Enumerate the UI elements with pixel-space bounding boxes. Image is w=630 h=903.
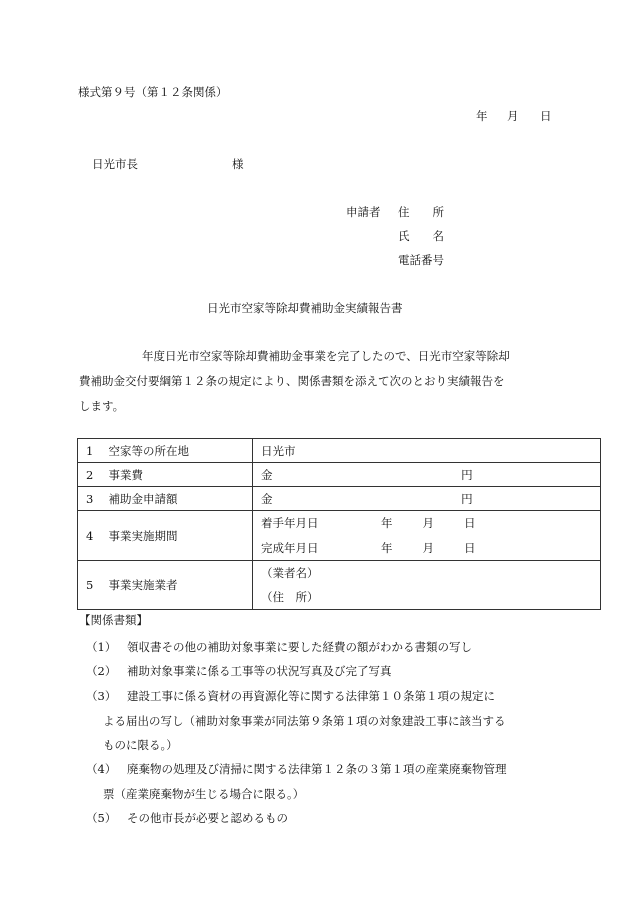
report-table [77,438,601,610]
period-label: 4 事業実施期間 [78,511,253,561]
addressee-name: 日光市長 [92,157,138,171]
body-line-1: 年度日光市空家等除却費補助金事業を完了したので、日光市空家等除却 [142,349,510,363]
subsidy-value-cell [253,487,601,511]
doc-item-num-4: （4） [86,762,117,776]
contractor-company-label: （業者名） [261,566,319,580]
doc-item-num-5: （5） [86,811,117,825]
period-end-day: 日 [464,541,476,555]
applicant-address-label: 住 所 [398,205,444,219]
contractor-address-row [253,585,600,609]
contractor-label: 5 事業実施業者 [78,561,253,610]
doc-item-3-line-1: 建設工事に係る資材の再資源化等に関する法律第１０条第１項の規定に [127,689,495,703]
cost-suffix: 円 [461,467,473,482]
document-title: 日光市空家等除却費補助金実績報告書 [207,301,403,315]
table-row-location [78,439,601,463]
applicant-phone-label: 電話番号 [398,253,444,267]
doc-item-num-1: （1） [86,640,117,654]
period-end-row [253,536,600,560]
cost-label: 2 事業費 [78,463,253,487]
doc-item-3-line-3: ものに限る。） [103,738,178,752]
table-row-cost [78,463,601,487]
period-end-label: 完成年月日 [261,541,319,555]
date-year-label: 年 [476,109,488,123]
doc-item-3-line-2: よる届出の写し（補助対象事業が同法第９条第１項の対象建設工事に該当する [103,714,506,728]
doc-item-1-line-1: 領収書その他の補助対象事業に要した経費の額がわかる書類の写し [127,640,472,654]
table-row-period [78,511,601,561]
form-number: 様式第９号（第１２条関係） [78,85,228,99]
period-end-year: 年 [381,541,393,555]
period-start-month: 月 [422,516,434,530]
date-month-label: 月 [507,109,519,123]
doc-item-4-line-2: 票（産業廃棄物が生じる場合に限る。） [103,787,305,801]
period-start-row [253,511,600,536]
period-value-cell [253,511,601,561]
doc-item-5-line-1: その他市長が必要と認めるもの [127,811,288,825]
contractor-value-cell [253,561,601,610]
doc-item-2-line-1: 補助対象事業に係る工事等の状況写真及び完了写真 [127,664,392,678]
applicant-role-label: 申請者 [346,205,381,219]
location-label: 1 空家等の所在地 [78,439,253,463]
subsidy-prefix: 金 [261,491,273,506]
date-day-label: 日 [540,109,552,123]
body-line-2: 費補助金交付要綱第１２条の規定により、関係書類を添えて次のとおり実績報告を [79,374,505,388]
cost-value-cell [253,463,601,487]
location-value: 日光市 [253,439,601,463]
doc-item-num-3: （3） [86,689,117,703]
period-end-month: 月 [422,541,434,555]
subsidy-suffix: 円 [461,491,473,506]
doc-item-num-2: （2） [86,664,117,678]
subsidy-label: 3 補助金申請額 [78,487,253,511]
contractor-address-label: （住 所） [261,590,319,604]
applicant-name-label: 氏 名 [398,229,444,243]
body-line-3: します。 [79,399,125,413]
period-start-label: 着手年月日 [261,516,319,530]
contractor-company-row [253,561,600,585]
period-start-year: 年 [381,516,393,530]
related-docs-heading: 【関係書類】 [79,613,148,627]
table-row-contractor [78,561,601,610]
addressee-honorific: 様 [232,157,244,171]
period-start-day: 日 [464,516,476,530]
cost-prefix: 金 [261,467,273,482]
doc-item-4-line-1: 廃棄物の処理及び清掃に関する法律第１２条の３第１項の産業廃棄物管理 [127,762,507,776]
table-row-subsidy [78,487,601,511]
